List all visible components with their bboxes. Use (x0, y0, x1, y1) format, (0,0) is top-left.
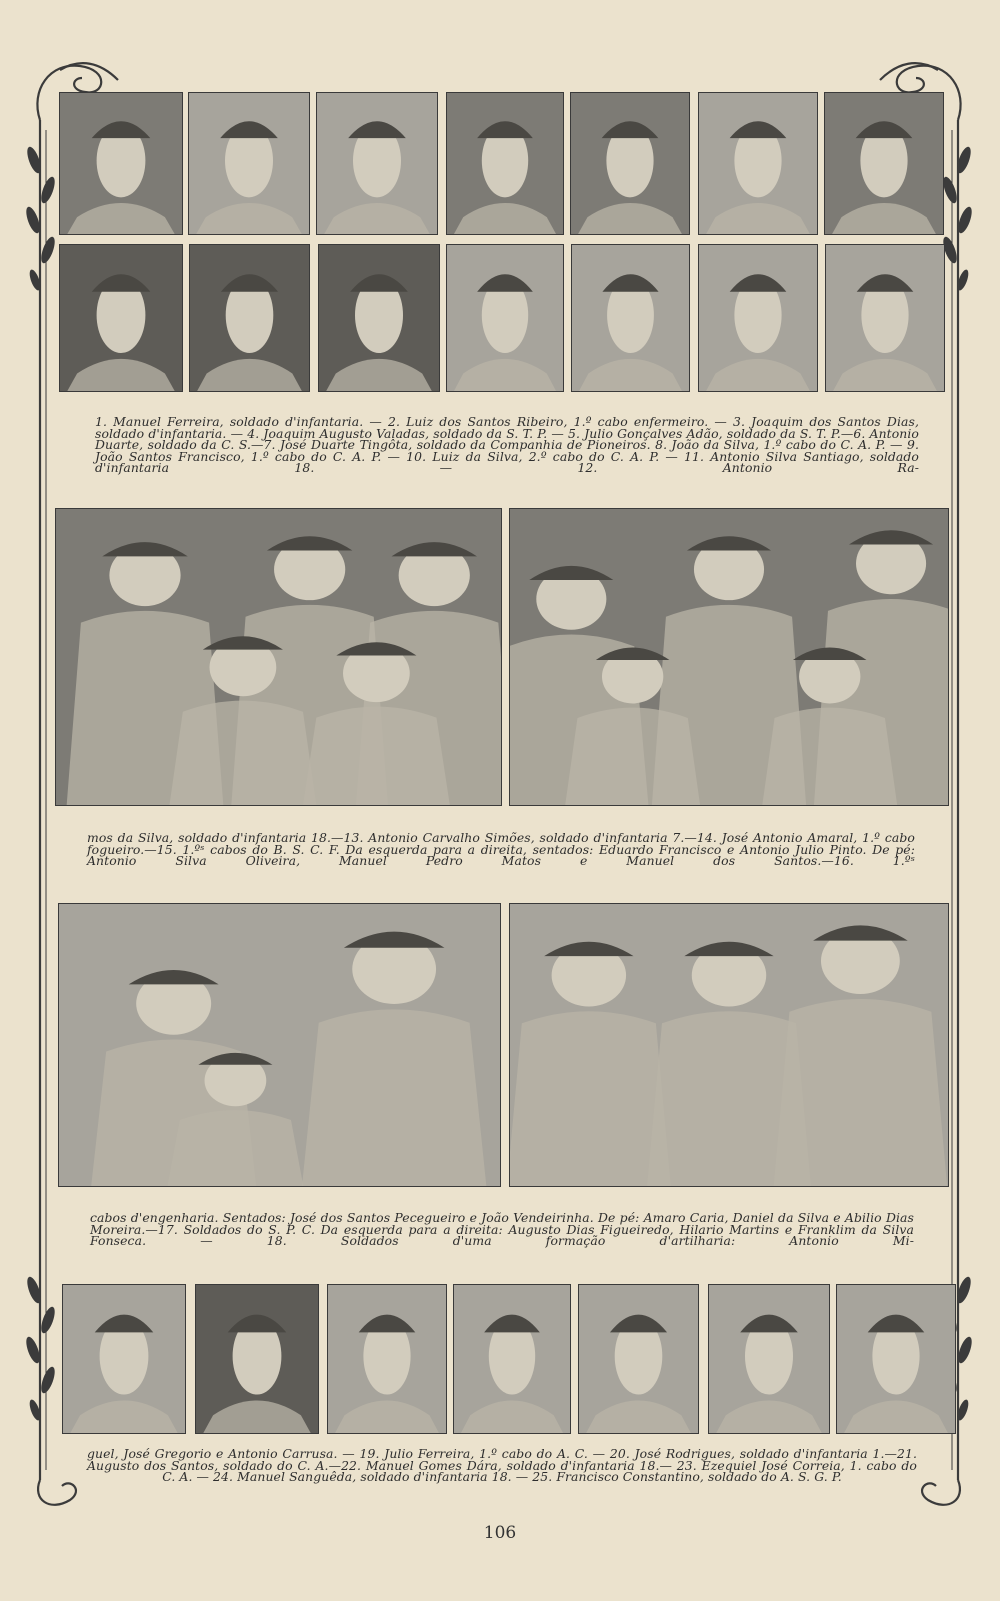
photo-image (454, 1285, 570, 1433)
portrait-22 (453, 1284, 571, 1434)
photo-image (328, 1285, 446, 1433)
portrait-6 (698, 92, 818, 235)
portrait-23 (578, 1284, 699, 1434)
photo-image (196, 1285, 318, 1433)
portrait-2 (188, 92, 310, 235)
photo-image (837, 1285, 955, 1433)
portrait-25 (836, 1284, 956, 1434)
photo-image (189, 93, 309, 234)
photo-image (63, 1285, 185, 1433)
photo-image (825, 93, 943, 234)
caption-block-2: mos da Silva, soldado d'infantaria 18.—13. Antonio Carvalho Simões, soldado d'infantaria 7.—14. José Antonio Amaral, 1.º cabo fogueiro.—15. 1.ºˢ cabos do B. S. C. F. Da esquerda para a direita, sentados: Eduardo Francisco e Antonio Julio Pinto. De pé: Antonio Silva Oliveira, Manuel Pedro Matos e Manuel dos Santos.—16. 1.ºˢ (87, 830, 915, 868)
photo-image (59, 904, 500, 1186)
portrait-4 (446, 92, 564, 235)
portrait-7 (824, 92, 944, 235)
portrait-19 (62, 1284, 186, 1434)
portrait-9 (189, 244, 310, 392)
portrait-14 (825, 244, 945, 392)
caption-block-1: 1. Manuel Ferreira, soldado d'infantaria. — 2. Luiz dos Santos Ribeiro, 1.º cabo enfermeiro. — 3. Joaquim dos Santos Dias, soldado d'infantaria. — 4. Joaquim Augusto Valadas, soldado da S. T. P. — 5. Julio Gonçalves Adão, soldado da S. T. P.—6. Antonio Duarte, soldado da C. S.—7. José Duarte Tingôta, soldado da Companhia de Pioneiros. 8. João da Silva, 1.º cabo do C. A. P. — 9. João Santos Francisco, 1.º cabo do C. A. P. — 10. Luiz da Silva, 2.º cabo do C. A. P. — 11. Antonio Silva Santiago, soldado d'infantaria 18. — 12. Antonio Ra- (95, 414, 919, 475)
portrait-21 (327, 1284, 447, 1434)
photo-image (709, 1285, 829, 1433)
group-photo-16 (509, 508, 949, 806)
portrait-11 (446, 244, 564, 392)
photo-image (317, 93, 437, 234)
page-number: 106 (483, 1523, 517, 1543)
portrait-10 (318, 244, 440, 392)
caption-block-4: guel, José Gregorio e Antonio Carrusa. — 19. Julio Ferreira, 1.º cabo do A. C. — 20. José Rodrigues, soldado d'infantaria 1.—21. Augusto dos Santos, soldado do C. A.—22. Manuel Gomes Dára, soldado d'infantaria 18.— 23. Ezequiel José Correia, 1. cabo do C. A. — 24. Manuel Sanguêda, soldado d'infantaria 18. — 25. Francisco Constantino, soldado do A. S. G. P. (87, 1446, 917, 1484)
photo-image (60, 93, 182, 234)
group-photo-18 (509, 903, 949, 1187)
photo-image (447, 245, 563, 391)
photo-image (60, 245, 182, 391)
portrait-3 (316, 92, 438, 235)
group-photo-15 (55, 508, 502, 806)
caption-block-3: cabos d'engenharia. Sentados: José dos Santos Pecegueiro e João Vendeirinha. De pé: Amaro Caria, Daniel da Silva e Abilio Dias Moreira.—17. Soldados do S. P. C. Da esquerda para a direita: Augusto Dias Figueiredo, Hilario Martins e Franklim da Silva Fonseca. — 18. Soldados d'uma formação d'artilharia: Antonio Mi- (90, 1210, 914, 1248)
portrait-20 (195, 1284, 319, 1434)
photo-image (571, 93, 689, 234)
group-photo-17 (58, 903, 501, 1187)
photo-image (699, 245, 817, 391)
photo-image (579, 1285, 698, 1433)
photo-image (826, 245, 944, 391)
portrait-5 (570, 92, 690, 235)
portrait-12 (571, 244, 690, 392)
portrait-13 (698, 244, 818, 392)
photo-image (319, 245, 439, 391)
photo-image (510, 509, 948, 805)
photo-image (56, 509, 501, 805)
photo-image (510, 904, 948, 1186)
portrait-24 (708, 1284, 830, 1434)
portrait-8 (59, 244, 183, 392)
portrait-1 (59, 92, 183, 235)
photo-image (699, 93, 817, 234)
photo-image (572, 245, 689, 391)
photo-image (190, 245, 309, 391)
photo-image (447, 93, 563, 234)
